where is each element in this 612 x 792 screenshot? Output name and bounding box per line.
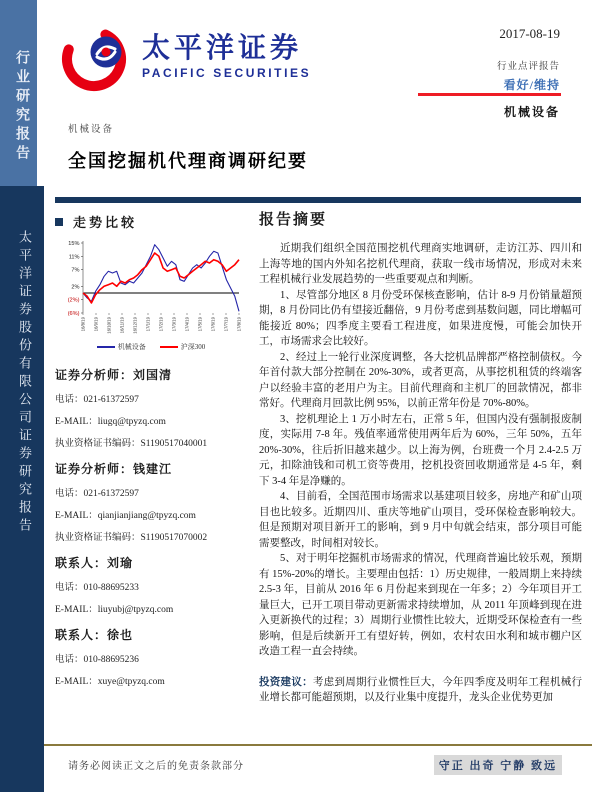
svg-text:17/4/19: 17/4/19 <box>184 317 190 332</box>
summary-paragraph: 4、目前看，全国范围市场需求以基建项目较多，房地产和矿山项目也比较多。近期四川、重庆等地矿山项目，受环保检查影响较大。但是预期对项目新开工的影响，到 9 月中旬就会结束，部分项目可能需要整改，时间相对较长。 <box>259 491 582 549</box>
legend-swatch-icon <box>97 346 115 348</box>
analyst-contact-list <box>55 366 247 687</box>
investment-advice-lead: 投资建议： <box>259 676 313 688</box>
svg-text:17/6/19: 17/6/19 <box>210 317 216 332</box>
summary-heading: 报告摘要 <box>259 212 328 228</box>
category-label: 机械设备 <box>68 125 115 135</box>
svg-text:17/8/19: 17/8/19 <box>236 317 242 332</box>
analyst-detail-line: 电话：010-88695236 <box>55 655 139 665</box>
summary-paragraph: 投资建议：考虑到周期行业惯性巨大，今年四季度及明年工程机械行业增长都可能超预期，以及行业集中度提升，龙头企业优势更加 <box>259 676 583 703</box>
svg-text:15%: 15% <box>68 241 80 247</box>
svg-text:16/12/19: 16/12/19 <box>132 317 138 334</box>
brand-block <box>142 34 311 80</box>
svg-text:(2%): (2%) <box>67 297 80 304</box>
brand-name-cn: 太平洋证券 <box>142 33 303 64</box>
analyst-detail-line: E-MAIL：xuye@tpyzq.com <box>55 677 165 687</box>
analyst-detail-line: 电话：021-61372597 <box>55 395 139 405</box>
footer-gold-rule <box>44 744 592 746</box>
footer-motto: 守正 出奇 宁静 致远 <box>434 755 562 775</box>
summary-paragraph: 3、挖机理论上 1 万小时左右，正常 5 年，但国内没有强制报废制度，实际用 7-8 年。残值率通常使用两年后为 60%，三年 50%，五年 20%-30%，往后折旧越来越少。以上海为例，台班费一个月 2.4-2.5 万元，扣除油钱和司机工资等费用，挖机投资回收期通常是 4-5 年，剩下 3-4 年是净赚的。 <box>259 413 582 487</box>
trend-section-label: 走势比较 <box>73 215 138 230</box>
analyst-heading: 联系人：刘瑜 <box>55 556 134 570</box>
sidebar-top-label: 行业研究报告 <box>14 50 29 164</box>
analyst-detail-line: 执业资格证书编码：S1190517070002 <box>55 533 208 543</box>
legend-label: 沪深300 <box>180 343 206 351</box>
legend-item <box>97 342 146 352</box>
legend-item <box>160 342 206 352</box>
svg-text:7%: 7% <box>71 267 80 274</box>
pacific-securities-logo-icon <box>60 20 136 96</box>
analyst-detail-line: E-MAIL：liuyubj@tpyzq.com <box>55 605 174 615</box>
analyst-detail-line: 电话：010-88695233 <box>55 583 139 593</box>
svg-text:16/9/19: 16/9/19 <box>93 317 99 332</box>
brand-name-en: PACIFIC SECURITIES <box>142 66 312 80</box>
trend-chart <box>55 237 247 358</box>
left-column <box>55 206 247 706</box>
svg-text:2%: 2% <box>71 284 80 291</box>
analyst-detail-line: 电话：021-61372597 <box>55 489 139 499</box>
summary-body <box>259 241 582 706</box>
svg-text:16/10/19: 16/10/19 <box>106 317 112 334</box>
industry-label: 机械设备 <box>503 105 560 119</box>
legend-label: 机械设备 <box>117 343 146 351</box>
analyst-heading: 证券分析师：刘国清 <box>55 368 173 382</box>
sidebar-top-banner <box>0 0 37 186</box>
red-divider <box>418 93 561 96</box>
svg-text:16/8/19: 16/8/19 <box>80 317 86 332</box>
rating-label: 看好/维持 <box>503 78 560 92</box>
svg-text:11%: 11% <box>68 254 80 261</box>
svg-text:17/1/19: 17/1/19 <box>145 317 151 332</box>
svg-text:17/3/19: 17/3/19 <box>171 317 177 332</box>
square-bullet-icon <box>55 218 63 226</box>
trend-section-header <box>55 212 247 231</box>
analyst-heading: 证券分析师：钱建江 <box>55 462 173 476</box>
summary-paragraph: 近期我们组织全国范围挖机代理商实地调研，走访江苏、四川和上海等地的国内外知名挖机代理商，获取一线市场情况，形成对未来工程机械行业发展趋势的一些重要观点和判断。 <box>259 243 582 285</box>
report-type: 行业点评报告 <box>496 62 560 72</box>
summary-paragraph: 5、对于明年挖掘机市场需求的情况，代理商普遍比较乐观，预期有 15%-20%的增长。主要理由包括：1）历史规律，一般周期上来持续 2.5-3 年，目前从 2016 年 6 月份起来到现在一年多；2）今年项目开工量巨大，已开工项目带动更新需求持续增加，从 2011 年顶峰到现在进入更新换代的过程；3）周期行业惯性比较大，近期受环保检查有一些影响，但是后续新开工有望好转，例如，农村农田水利和城市棚户区改造工程一直会持续。 <box>259 553 582 657</box>
summary-paragraph: 2、经过上一轮行业深度调整，各大挖机品牌都严格控制债权。今年首付款大部分控制在 20%-30%，或者更高，从事挖机租赁的终端客户以经验丰富的老用户为主。目前代理商和主机厂的回款情况，都非常好。代理商月回款比例 95%，以前正常年份是 70%-80%。 <box>259 351 582 409</box>
report-date: 2017-08-19 <box>499 26 560 41</box>
analyst-detail-line: 执业资格证书编码：S1190517040001 <box>55 439 208 449</box>
summary-column <box>259 206 582 706</box>
svg-text:17/5/19: 17/5/19 <box>197 317 203 332</box>
footer-disclaimer: 请务必阅读正文之后的免责条款部分 <box>68 761 244 772</box>
content-columns <box>55 206 582 706</box>
report-title: 全国挖掘机代理商调研纪要 <box>68 151 308 171</box>
analyst-heading: 联系人：徐也 <box>55 628 134 642</box>
summary-paragraph: 1、尽管部分地区 8 月份受环保核查影响，估计 8-9 月份销量超预期，8 月份同比仍有望接近翻倍，9 月份考虑到基数问题，同比增幅可能接近 80%；四季度主要看工程进度，如果进度慢，可能会加快开工，市场需求会比较好。 <box>259 289 582 347</box>
svg-text:(6%): (6%) <box>67 311 80 317</box>
legend-swatch-icon <box>160 346 178 348</box>
svg-text:17/2/19: 17/2/19 <box>158 317 164 332</box>
analyst-detail-line: E-MAIL：qianjianjiang@tpyzq.com <box>55 511 196 521</box>
svg-text:16/11/19: 16/11/19 <box>119 317 125 334</box>
analyst-detail-line: E-MAIL：liugq@tpyzq.com <box>55 417 166 427</box>
navy-divider-bar <box>55 197 581 203</box>
svg-text:17/7/19: 17/7/19 <box>223 317 229 332</box>
sidebar-bottom-label: 太平洋证券股份有限公司证券研究报告 <box>17 230 32 536</box>
sidebar-bottom-banner <box>0 186 44 792</box>
